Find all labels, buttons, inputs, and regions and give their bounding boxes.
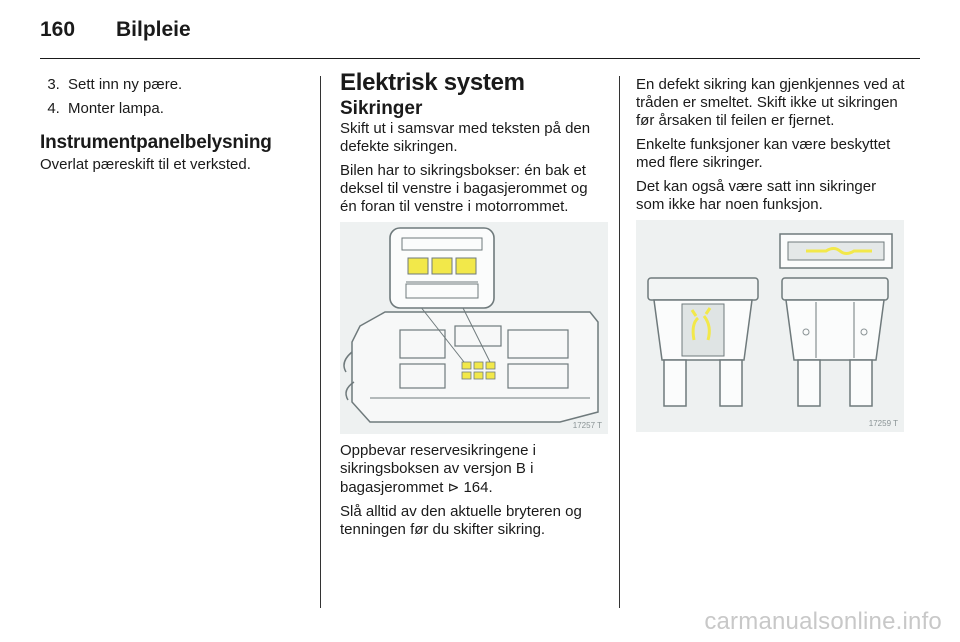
column-divider [619,76,620,608]
paragraph: Det kan også være satt inn sikringer som ikke har noen funksjon. [636,178,877,213]
figure-id: 17259 T [868,419,898,428]
paragraph: En defekt sikring kan gjenkjennes ved at tråden er smeltet. Skift ikke ut sikringen før årsaken til feilen er fjernet. [636,76,905,129]
figure-id: 17257 T [572,421,602,430]
paragraph-text: Oppbevar reservesikringene i sikringsboksen av versjon B i bagasjerommet [340,442,536,496]
column-divider [320,76,321,608]
column-1 [40,76,308,180]
page-title: Bilpleie [116,18,191,41]
column-2 [340,69,608,545]
paragraph: Slå alltid av den aktuelle bryteren og tenningen før du skifter sikring. [340,503,582,538]
paragraph: Bilen har to sikringsbokser: én bak et deksel til venstre i bagasjerommet og én foran til venstre i motorrommet. [340,162,588,215]
list-item: 4. Monter lampa. [64,100,308,118]
sub-heading: Sikringer [340,98,423,119]
header-rule [40,58,920,59]
section-heading: Elektrisk system [340,69,525,96]
fuse-illustration [636,220,904,432]
paragraph: Enkelte funksjoner kan være beskyttet med flere sikringer. [636,136,891,171]
column-3 [636,76,908,440]
step-list [40,76,308,118]
page-header [0,0,960,60]
watermark: carmanualsonline.info [704,608,942,635]
list-item: 3. Sett inn ny pære. [64,76,308,94]
arrow-ref-icon: ⊳ [447,479,460,495]
paragraph [340,442,608,497]
fuse-box-illustration [340,222,608,434]
section-heading: Instrumentpanelbelysning [40,132,272,153]
page-number: 160 [40,18,76,41]
page-reference: 164. [463,479,493,496]
paragraph: Overlat pæreskift til et verksted. [40,156,251,173]
paragraph: Skift ut i samsvar med teksten på den defekte sikringen. [340,120,591,155]
